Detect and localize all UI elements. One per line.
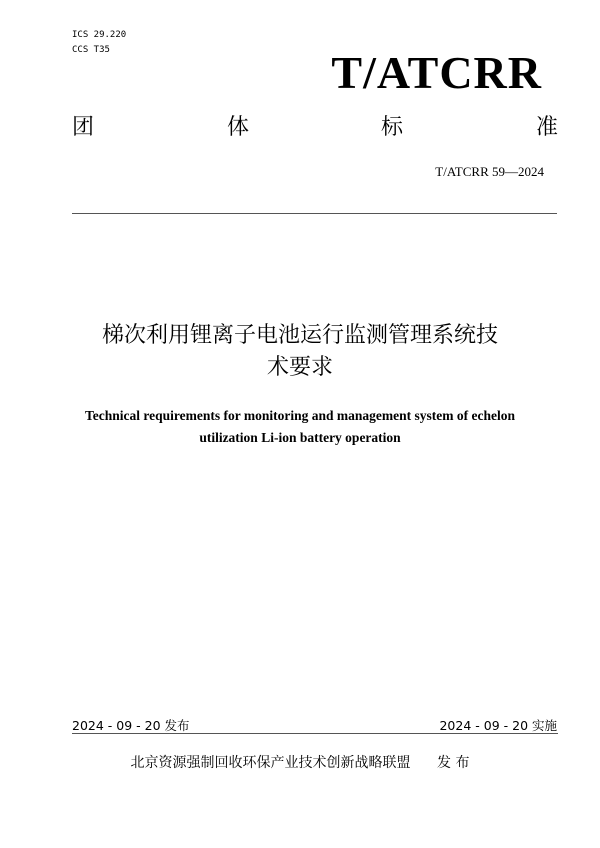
standard-type-char: 标	[381, 115, 404, 140]
chinese-title	[0, 320, 600, 384]
ics-code: ICS 29.220	[72, 30, 127, 40]
standard-type-char: 准	[536, 115, 559, 140]
organization-name: 北京资源强制回收环保产业技术创新战略联盟	[130, 755, 411, 771]
chinese-title-line: 梯次利用锂离子电池运行监测管理系统技	[101, 323, 498, 348]
publish-date: 2024 - 09 - 20 发布	[72, 718, 190, 733]
chinese-title-line: 术要求	[266, 355, 333, 380]
header-divider	[72, 213, 557, 214]
footer-divider	[72, 733, 558, 734]
standard-type-char: 体	[227, 115, 250, 140]
english-title-line: utilization Li-ion battery operation	[199, 430, 401, 445]
publisher	[0, 752, 600, 772]
standard-type-char: 团	[72, 115, 95, 140]
english-title-line: Technical requirements for monitoring and management system of echelon	[85, 408, 515, 423]
implement-date: 2024 - 09 - 20 实施	[439, 718, 557, 733]
publish-label: 发 布	[437, 755, 470, 771]
brand-logo-text: T/ATCRR	[331, 47, 542, 98]
ccs-code: CCS T35	[72, 45, 110, 55]
standard-code: T/ATCRR 59—2024	[435, 164, 544, 179]
english-title	[0, 405, 600, 449]
